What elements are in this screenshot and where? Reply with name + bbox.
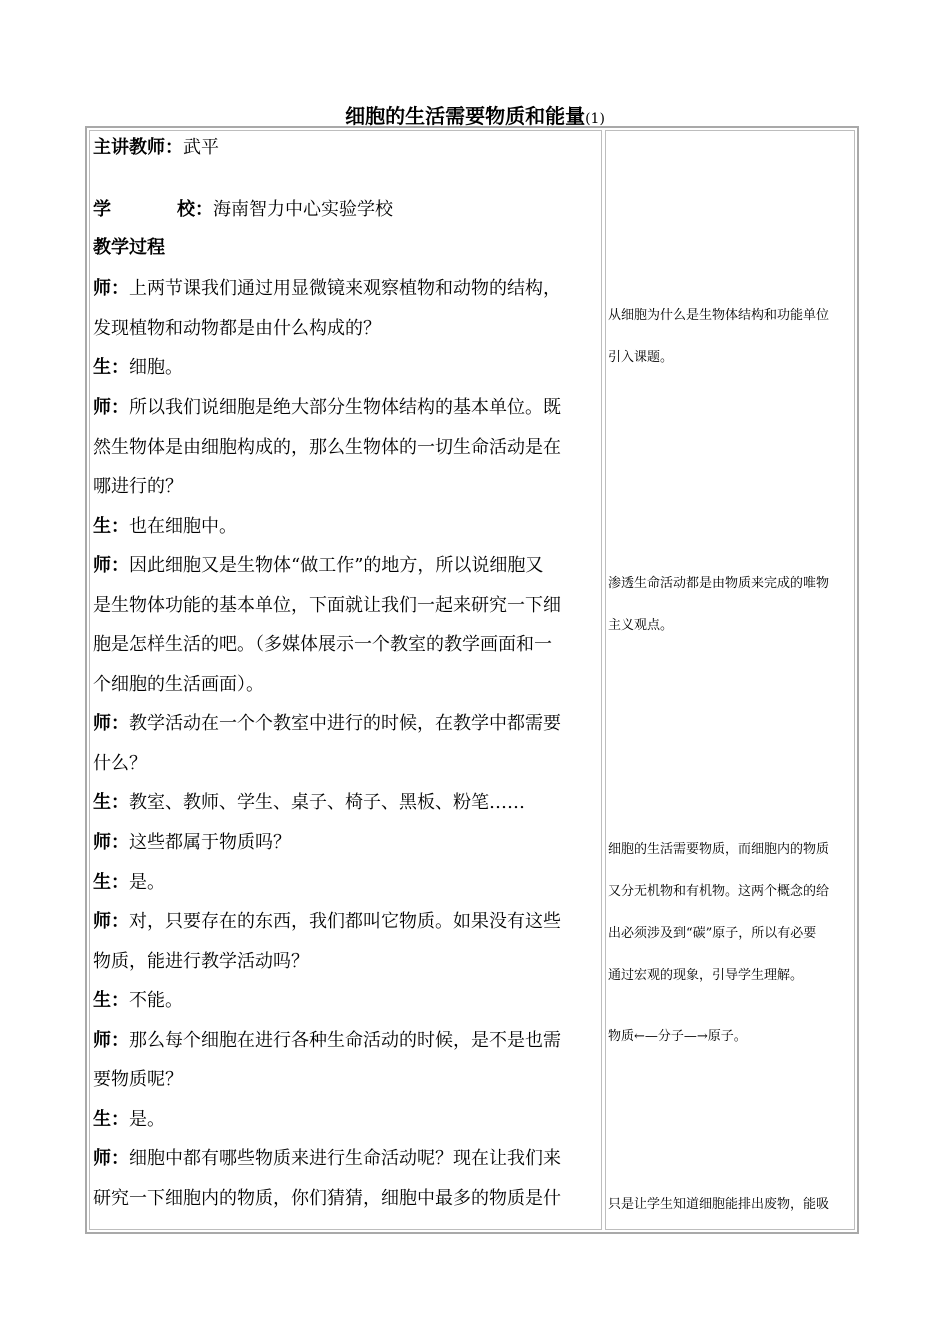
note-line: 渗透生命活动都是由物质来完成的唯物 bbox=[608, 576, 830, 591]
dialogue-line bbox=[93, 1186, 561, 1212]
teacher-label: 主讲教师： bbox=[93, 137, 183, 158]
dialogue-line bbox=[93, 1146, 561, 1172]
line-text: 教室、教师、学生、桌子、椅子、黑板、粉笔…… bbox=[129, 792, 525, 813]
speaker-label: 生： bbox=[93, 357, 129, 378]
line-text: 哪进行的？ bbox=[93, 476, 183, 497]
line-text: 是。 bbox=[129, 1109, 165, 1130]
line-text: 这些都属于物质吗？ bbox=[129, 832, 291, 853]
line-text: 什么？ bbox=[93, 753, 147, 774]
dialogue-line bbox=[93, 276, 561, 302]
line-text: 因此细胞又是生物体“做工作”的地方，所以说细胞又 bbox=[129, 555, 544, 576]
dialogue-line bbox=[93, 593, 561, 619]
dialogue-line bbox=[93, 355, 183, 381]
note-line: 主义观点。 bbox=[608, 618, 674, 633]
dialogue-line bbox=[93, 514, 237, 540]
note-line: 出必须涉及到“碳”原子，所以有必要 bbox=[608, 926, 817, 941]
section-heading: 教学过程 bbox=[93, 237, 165, 258]
line-text: 那么每个细胞在进行各种生命活动的时候，是不是也需 bbox=[129, 1030, 561, 1051]
notes-cell bbox=[605, 130, 855, 1230]
line-text: 也在细胞中。 bbox=[129, 516, 237, 537]
speaker-label: 师： bbox=[93, 911, 129, 932]
dialogue-line bbox=[93, 751, 147, 777]
lesson-table bbox=[85, 126, 859, 1234]
school-label-b: 校： bbox=[177, 199, 213, 220]
speaker-label: 师： bbox=[93, 1030, 129, 1051]
speaker-label: 师： bbox=[93, 832, 129, 853]
note-line: 通过宏观的现象，引导学生理解。 bbox=[608, 968, 804, 983]
line-text: 教学活动在一个个教室中进行的时候，在教学中都需要 bbox=[129, 713, 561, 734]
speaker-label: 师： bbox=[93, 713, 129, 734]
line-text: 然生物体是由细胞构成的，那么生物体的一切生命活动是在 bbox=[93, 437, 561, 458]
school-line bbox=[93, 197, 393, 223]
note-line: 细胞的生活需要物质，而细胞内的物质 bbox=[608, 842, 830, 857]
note-line: 又分无机物和有机物。这两个概念的给 bbox=[608, 884, 830, 899]
teacher-line bbox=[93, 135, 219, 161]
note-line: 只是让学生知道细胞能排出废物，能吸 bbox=[608, 1197, 830, 1212]
document-title bbox=[0, 100, 950, 129]
dialogue-line bbox=[93, 1067, 183, 1093]
dialogue-line bbox=[93, 316, 381, 342]
speaker-label: 生： bbox=[93, 990, 129, 1011]
line-text: 研究一下细胞内的物质，你们猜猜，细胞中最多的物质是什 bbox=[93, 1188, 561, 1209]
dialogue-line bbox=[93, 632, 552, 658]
dialogue-line bbox=[93, 1028, 561, 1054]
dialogue-line bbox=[93, 1107, 165, 1133]
dialogue-line bbox=[93, 909, 561, 935]
dialogue-line bbox=[93, 870, 165, 896]
line-text: 细胞。 bbox=[129, 357, 183, 378]
line-text: 细胞中都有哪些物质来进行生命活动呢？现在让我们来 bbox=[129, 1148, 561, 1169]
dialogue-line bbox=[93, 474, 183, 500]
line-text: 个细胞的生活画面）。 bbox=[93, 674, 264, 695]
dialogue-line bbox=[93, 395, 561, 421]
speaker-label: 生： bbox=[93, 792, 129, 813]
dialogue-line bbox=[93, 830, 291, 856]
line-text: 发现植物和动物都是由什么构成的？ bbox=[93, 318, 381, 339]
line-text: 不能。 bbox=[129, 990, 183, 1011]
dialogue-line bbox=[93, 553, 543, 579]
line-text: 上两节课我们通过用显微镜来观察植物和动物的结构， bbox=[129, 278, 561, 299]
dialogue-line bbox=[93, 790, 525, 816]
teacher-name: 武平 bbox=[183, 137, 219, 158]
line-text: 是生物体功能的基本单位，下面就让我们一起来研究一下细 bbox=[93, 595, 561, 616]
transcript-cell bbox=[89, 130, 602, 1230]
note-line: 引入课题。 bbox=[608, 350, 674, 365]
line-text: 是。 bbox=[129, 872, 165, 893]
school-name: 海南智力中心实验学校 bbox=[213, 199, 393, 220]
speaker-label: 师： bbox=[93, 278, 129, 299]
speaker-label: 师： bbox=[93, 555, 129, 576]
dialogue-line bbox=[93, 435, 561, 461]
dialogue-line bbox=[93, 988, 183, 1014]
school-label-a: 学 bbox=[93, 199, 111, 220]
speaker-label: 师： bbox=[93, 1148, 129, 1169]
line-text: 胞是怎样生活的吧。（多媒体展示一个教室的教学画面和一 bbox=[93, 634, 552, 655]
speaker-label: 生： bbox=[93, 1109, 129, 1130]
title-text: 细胞的生活需要物质和能量 bbox=[345, 104, 586, 128]
speaker-label: 师： bbox=[93, 397, 129, 418]
line-text: 对，只要存在的东西，我们都叫它物质。如果没有这些 bbox=[129, 911, 561, 932]
line-text: 所以我们说细胞是绝大部分生物体结构的基本单位。既 bbox=[129, 397, 561, 418]
speaker-label: 生： bbox=[93, 516, 129, 537]
dialogue-line bbox=[93, 672, 264, 698]
line-text: 要物质呢？ bbox=[93, 1069, 183, 1090]
note-line: 物质←—分子—→原子。 bbox=[608, 1029, 747, 1044]
dialogue-line bbox=[93, 711, 561, 737]
note-line: 从细胞为什么是生物体结构和功能单位 bbox=[608, 308, 830, 323]
dialogue-line bbox=[93, 949, 309, 975]
title-suffix: (1) bbox=[585, 111, 605, 127]
line-text: 物质，能进行教学活动吗？ bbox=[93, 951, 309, 972]
speaker-label: 生： bbox=[93, 872, 129, 893]
